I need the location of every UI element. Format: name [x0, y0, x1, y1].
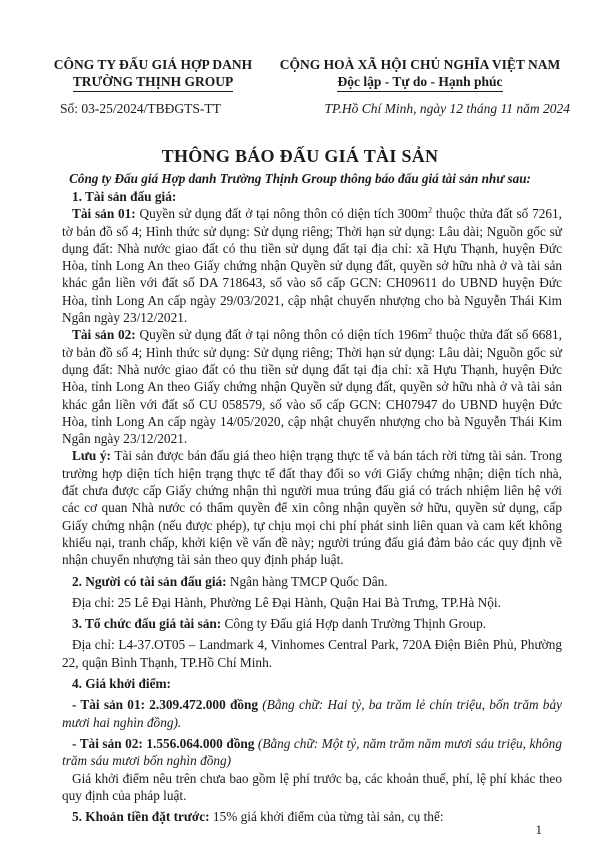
company-header — [48, 56, 258, 92]
asset-02-label: Tài sản 02: — [72, 327, 136, 343]
section-2-paragraph — [62, 573, 562, 590]
republic-header — [270, 56, 570, 92]
document-date: TP.Hồ Chí Minh, ngày 12 tháng 11 năm 2024 — [324, 101, 570, 116]
republic-name: CỘNG HOÀ XÃ HỘI CHỦ NGHĨA VIỆT NAM — [279, 57, 561, 72]
price-asset-02-words: (Bằng chữ: Một tỷ, năm trăm năm mươi sáu triệu, không trăm sáu mươi bốn nghìn đồng) — [62, 735, 562, 769]
section-5-heading: 5. Khoản tiền đặt trước: — [72, 809, 210, 825]
document-title: THÔNG BÁO ĐẤU GIÁ TÀI SẢN — [161, 146, 439, 166]
asset-01-text-a: Quyền sử dụng đất ở tại nông thôn có diện tích 300m — [135, 206, 429, 222]
asset-01-label: Tài sản 01: — [72, 206, 136, 222]
price-note: Giá khởi điểm nêu trên chưa bao gồm lệ phí trước bạ, các khoản thuế, phí, lệ phí khác theo quy định của pháp luật. — [62, 770, 562, 803]
asset-01-sup: 2 — [428, 205, 433, 215]
section-3-address: Địa chỉ: L4-37.OT05 – Landmark 4, Vinhomes Central Park, 720A Điện Biên Phủ, Phường 22, quận Bình Thạnh, TP.Hồ Chí Minh. — [62, 637, 562, 670]
price-asset-02-label: - Tài sản 02: 1.556.064.000 đồng — [72, 735, 255, 751]
section-2-heading: 2. Người có tài sản đấu giá: — [72, 573, 227, 589]
asset-01-paragraph — [62, 205, 562, 326]
asset-02-text-b: thuộc thửa đất số 6681, tờ bản đồ số 4; Hình thức sử dụng: Sử dụng riêng; Thời hạn sử dụng: Lâu dài; Nguồn gốc sử dụng đất: Nhà nước giao đất có thu tiền sử dụng đất tại địa chỉ: xã Hựu Thạnh, huyện Đức Hòa, tỉnh Long An theo Giấy chứng nhận Quyền sử dụng đất, quyền sở hữu nhà ở và tài sản khác gắn liền với đất số CU 058579, số vào sổ cấp GCN: CH07947 do UBND huyện Đức Hòa, tỉnh Long An cấp ngày 14/05/2020, cập nhật chuyển nhượng cho bà Nguyễn Thái Kim Ngân ngày 23/12/2021. — [62, 327, 562, 447]
document-number: Số: 03-25/2024/TBĐGTS-TT — [60, 101, 221, 116]
note-text: Tài sản được bán đấu giá theo hiện trạng thực tế và bán tách rời từng tài sản. Trong trường hợp diện tích hiện trạng thực tế đất thay đổi so với Giấy chứng nhận; diện tích nhà, đất chưa được cấp Giấy chứng nhận thì người mua trúng đấu giá có trách nhiệm liên hệ với các cơ quan Nhà nước có thẩm quyền để xin công nhận quyền sở hữu, quyền sử dụng, cấp Giấy chứng nhận (nếu được phép), tự chịu mọi chi phí phát sinh liên quan và cam kết không khiếu nại, tranh chấp, khởi kiện về vấn đề này; người trúng đấu giá đảm bảo các quy định về nhận chuyển nhượng tài sản theo quy định pháp luật. — [62, 448, 562, 568]
section-3-paragraph — [62, 615, 562, 632]
section-2-value: Ngân hàng TMCP Quốc Dân. — [226, 573, 388, 589]
company-name-line2: TRƯỜNG THỊNH GROUP — [73, 73, 234, 92]
asset-02-text-a: Quyền sử dụng đất ở tại nông thôn có diện tích 196m — [135, 327, 429, 343]
asset-01-text-b: thuộc thửa đất số 7261, tờ bản đồ số 4; Hình thức sử dụng: Sử dụng riêng; Thời hạn sử dụng: Lâu dài; Nguồn gốc sử dụng đất: Nhà nước giao đất có thu tiền sử dụng đất tại địa chỉ: xã Hựu Thạnh, huyện Đức Hòa, tỉnh Long An theo Giấy chứng nhận Quyền sử dụng đất, quyền sở hữu nhà ở và tài sản khác gắn liền với đất số DA 718643, số vào sổ cấp GCN: CH09611 do UBND huyện Đức Hòa, tỉnh Long An cấp ngày 29/03/2021, cập nhật chuyển nhượng cho bà Nguyễn Thái Kim Ngân ngày 23/12/2021. — [62, 206, 562, 326]
company-name-line1: CÔNG TY ĐẤU GIÁ HỢP DANH — [53, 57, 253, 72]
price-asset-01-label: - Tài sản 01: 2.309.472.000 đồng — [72, 697, 259, 713]
asset-02-sup: 2 — [428, 326, 433, 336]
price-asset-02 — [62, 735, 562, 770]
section-3-heading: 3. Tổ chức đấu giá tài sản: — [72, 616, 222, 632]
note-label: Lưu ý: — [72, 448, 111, 464]
note-paragraph — [62, 447, 562, 568]
asset-02-paragraph — [62, 326, 562, 447]
price-asset-01 — [62, 696, 562, 731]
section-2-address: Địa chỉ: 25 Lê Đại Hành, Phường Lê Đại Hành, Quận Hai Bà Trưng, TP.Hà Nội. — [72, 594, 501, 610]
intro-line: Công ty Đấu giá Hợp danh Trường Thịnh Group thông báo đấu giá tài sản như sau: — [69, 171, 531, 186]
section-1-heading: 1. Tài sản đấu giá: — [72, 189, 177, 204]
section-5-value: 15% giá khởi điểm của từng tài sản, cụ thể: — [209, 809, 444, 825]
section-4-heading: 4. Giá khởi điểm: — [72, 676, 171, 692]
section-3-value: Công ty Đấu giá Hợp danh Trường Thịnh Group. — [221, 616, 487, 632]
national-motto: Độc lập - Tự do - Hạnh phúc — [337, 73, 502, 92]
page-number: 1 — [535, 822, 542, 837]
section-5-paragraph — [62, 808, 562, 825]
price-asset-01-words: (Bằng chữ: Hai tỷ, ba trăm lẻ chín triệu, bốn trăm bảy mươi hai nghìn đồng). — [62, 697, 563, 730]
document-body — [62, 188, 562, 825]
